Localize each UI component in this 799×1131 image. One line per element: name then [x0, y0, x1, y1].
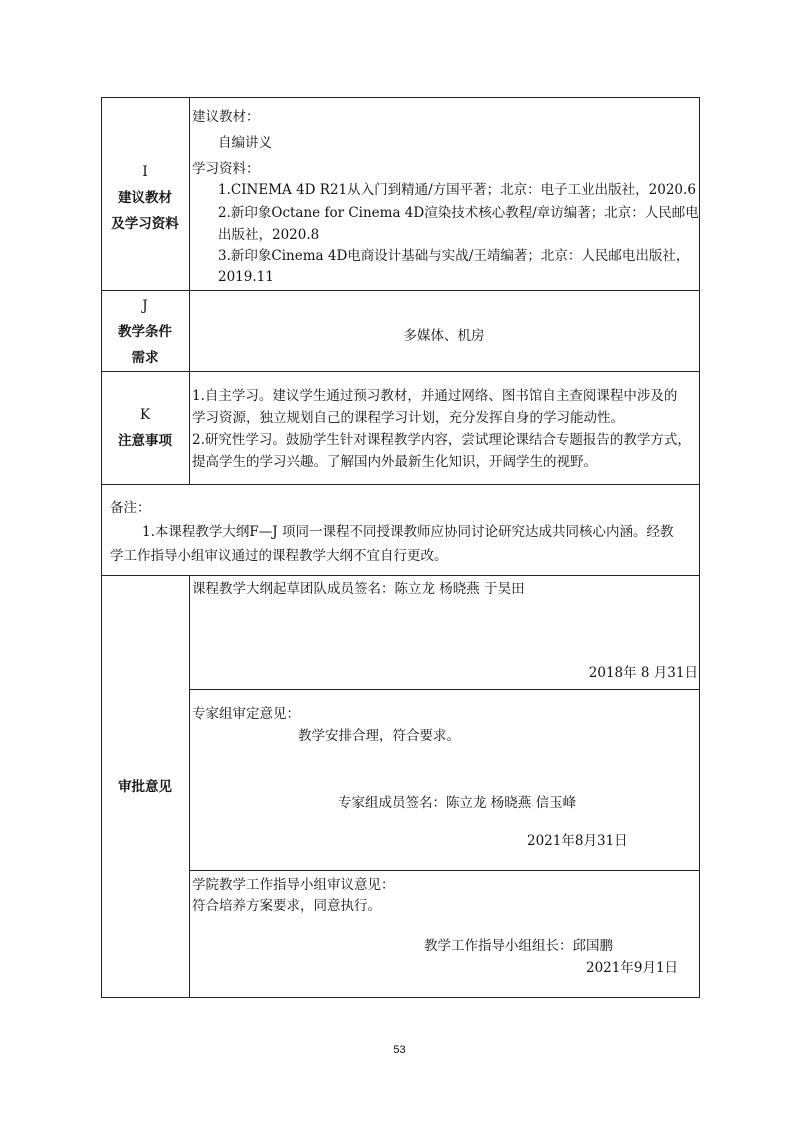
- college-heading: 学院教学工作指导小组审议意见：: [192, 877, 395, 893]
- material-3-line1: 3.新印象Cinema 4D电商设计基础与实战/王靖编著；北京：人民邮电出版社，: [218, 248, 690, 264]
- row-divider: [101, 575, 700, 576]
- expert-heading: 专家组审定意见：: [192, 706, 300, 722]
- row-divider: [101, 371, 700, 372]
- syllabus-table: [101, 97, 700, 998]
- remarks-line-1: 1.本课程教学大纲F—J 项同一课程不同授课教师应协同讨论研究达成共同核心内涵。经教: [142, 524, 674, 540]
- textbook-heading: 建议教材：: [192, 109, 260, 125]
- college-signature: 教学工作指导小组组长：邱国鹏: [424, 938, 613, 954]
- table-border-bottom: [101, 997, 700, 998]
- expert-opinion: 教学安排合理，符合要求。: [298, 728, 460, 744]
- expert-date: 2021年8月31日: [527, 833, 628, 849]
- textbook-item: 自编讲义: [218, 135, 272, 151]
- notes-line-3: 2.研究性学习。鼓励学生针对课程教学内容，尝试理论课结合专题报告的教学方式，: [192, 432, 691, 448]
- column-divider: [189, 97, 190, 485]
- notes-line-4: 提高学生的学习兴趣。了解国内外最新生化知识，开阔学生的视野。: [192, 454, 597, 470]
- college-date: 2021年9月1日: [586, 960, 679, 976]
- column-divider: [189, 575, 190, 998]
- approval-label: 审批意见: [118, 779, 172, 795]
- page-number: 53: [393, 1044, 406, 1056]
- section-j-title-line1: 教学条件: [118, 324, 172, 340]
- college-opinion: 符合培养方案要求，同意执行。: [192, 898, 381, 914]
- table-border-right: [699, 97, 700, 998]
- notes-line-2: 学习资源，独立规划自己的课程学习计划，充分发挥自身的学习能动性。: [192, 410, 624, 426]
- row-divider: [189, 689, 700, 690]
- row-divider: [101, 290, 700, 291]
- material-3-line2: 2019.11: [218, 269, 274, 285]
- material-2-line2: 出版社，2020.8: [218, 227, 320, 243]
- section-i-code: I: [142, 164, 148, 180]
- section-j-code: J: [142, 298, 148, 314]
- table-border-top: [101, 97, 700, 98]
- materials-heading: 学习资料：: [192, 161, 260, 177]
- section-i-title-line2: 及学习资料: [111, 216, 179, 232]
- teaching-conditions: 多媒体、机房: [403, 328, 485, 344]
- section-j-title-line2: 需求: [131, 350, 159, 366]
- notes-line-1: 1.自主学习。建议学生通过预习教材，并通过网络、图书馆自主查阅课程中涉及的: [192, 388, 678, 404]
- row-divider: [189, 870, 700, 871]
- section-k-label: [101, 402, 189, 454]
- material-2-line1: 2.新印象Octane for Cinema 4D渲染技术核心教程/章访编著；北京：人民邮电: [218, 205, 699, 221]
- section-k-code: K: [139, 407, 151, 423]
- material-1: 1.CINEMA 4D R21从入门到精通/方国平著；北京：电子工业出版社，2020.6: [218, 182, 696, 198]
- drafting-date: 2018年 8 月31日: [588, 665, 698, 681]
- section-k-title: 注意事项: [118, 433, 172, 449]
- section-i-title-line1: 建议教材: [118, 190, 172, 206]
- row-divider: [101, 484, 700, 485]
- expert-signatures: 专家组成员签名：陈立龙 杨晓燕 信玉峰: [338, 795, 577, 811]
- section-i-label: [101, 159, 189, 237]
- remarks-line-2: 学工作指导小组审议通过的课程教学大纲不宜自行更改。: [110, 548, 448, 564]
- remarks-heading: 备注：: [110, 500, 151, 516]
- drafting-signatures: 课程教学大纲起草团队成员签名：陈立龙 杨晓燕 于昊田: [192, 581, 525, 597]
- section-j-label: [101, 293, 189, 371]
